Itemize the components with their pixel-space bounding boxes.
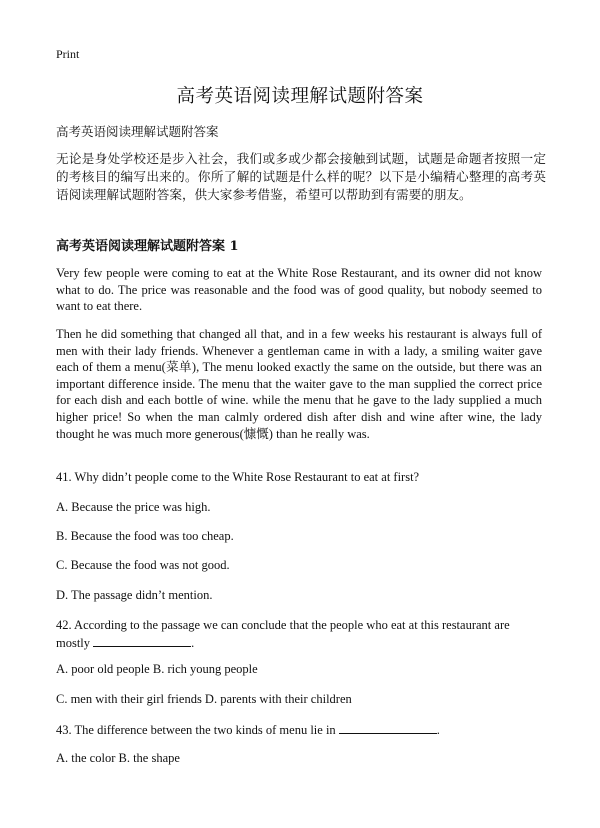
print-label[interactable]: Print <box>56 47 80 61</box>
section-heading: 高考英语阅读理解试题附答案 1 <box>56 239 239 254</box>
question-41-option-a: A. Because the price was high. <box>56 500 211 514</box>
question-41-option-d: D. The passage didn’t mention. <box>56 588 213 602</box>
question-41-option-c: C. Because the food was not good. <box>56 558 230 572</box>
page-subtitle: 高考英语阅读理解试题附答案 <box>56 124 219 139</box>
question-41-stem: 41. Why didn’t people come to the White Rose Restaurant to eat at first? <box>56 470 420 484</box>
question-42: 42. According to the passage we can conclude that the people who eat at this restaurant are mostly . <box>56 618 510 650</box>
question-42-stem: 42. According to the passage we can conclude that the people who eat at this restaurant are mostly <box>56 618 510 650</box>
page-title: 高考英语阅读理解试题附答案 <box>176 86 424 107</box>
question-42-option-ab: A. poor old people B. rich young people <box>56 662 258 676</box>
passage-paragraph-1: Very few people were coming to eat at the White Rose Restaurant, and its owner did not know what to do. The price was reasonable and the food was of good quality, but nobody seemed to want to eat there. <box>56 266 542 314</box>
answer-blank <box>93 634 191 647</box>
question-43-stem: 43. The difference between the two kinds of menu lie in <box>56 723 336 737</box>
question-41-option-b: B. Because the food was too cheap. <box>56 529 234 543</box>
intro-paragraph: 无论是身处学校还是步入社会，我们或多或少都会接触到试题，试题是命题者按照一定的考核目的编写出来的。你所了解的试题是什么样的呢？以下是小编精心整理的高考英语阅读理解试题附答案，供大家参考借鉴，希望可以帮助到有需要的朋友。 <box>56 151 546 202</box>
question-42-option-cd: C. men with their girl friends D. parents with their children <box>56 692 352 706</box>
passage-paragraph-2: Then he did something that changed all that, and in a few weeks his restaurant is always full of men with their lady friends. Whenever a gentleman came in with a lady, a smiling waiter gave each of them a menu(菜单), The menu looked exactly the same on the outside, but there was an important difference inside. The menu that the waiter gave to the man supplied the correct price for each dish and each bottle of wine. while the menu that he gave to the lady supplied a much higher price! So when the man calmly ordered dish after dish and wine after wine, the lady thought he was much more generous(慷慨) than he really was. <box>56 327 542 441</box>
question-43-option-ab: A. the color B. the shape <box>56 751 180 765</box>
question-43: 43. The difference between the two kinds of menu lie in . <box>56 723 440 737</box>
answer-blank <box>339 721 437 734</box>
